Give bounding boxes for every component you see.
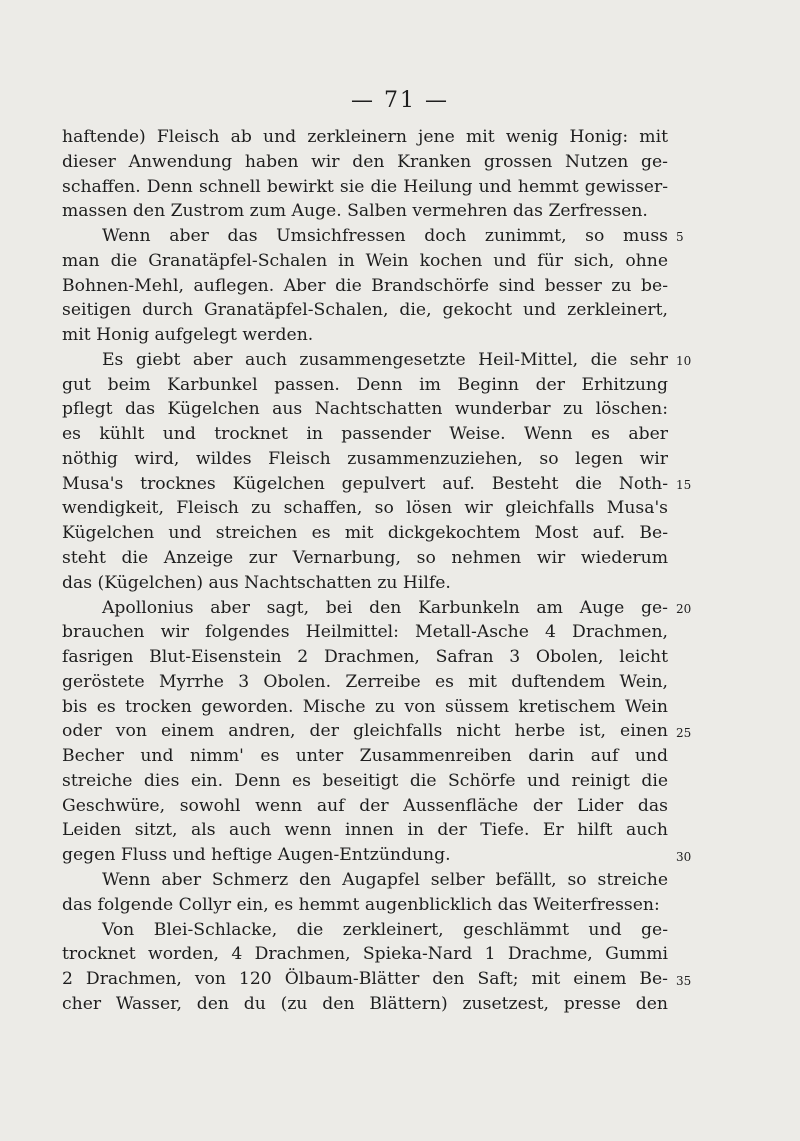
text-line: schaffen. Denn schnell bewirkt sie die Heilung und hemmt gewisser- <box>62 176 668 197</box>
text-line: streiche dies ein. Denn es beseitigt die Schörfe und reinigt die <box>62 770 668 791</box>
text-line: Leiden sitzt, als auch wenn innen in der Tiefe. Er hilft auch <box>62 820 668 841</box>
line-number: 10 <box>676 354 692 369</box>
text-line: Musa's trocknes Kügelchen gepulvert auf. Besteht die Noth- <box>62 473 668 494</box>
text-line: Wenn aber Schmerz den Augapfel selber befällt, so streiche <box>102 869 668 890</box>
text-line: Bohnen-Mehl, auflegen. Aber die Brandschörfe sind besser zu be- <box>62 275 668 296</box>
text-line: das folgende Collyr ein, es hemmt augenblicklich das Weiterfressen: <box>62 894 660 915</box>
text-line: bis es trocken geworden. Mische zu von süssem kretischem Wein <box>62 696 668 717</box>
text-line: Es giebt aber auch zusammengesetzte Heil-Mittel, die sehr <box>102 349 668 370</box>
text-line: trocknet worden, 4 Drachmen, Spieka-Nard 1 Drachme, Gummi <box>62 944 668 965</box>
body-text <box>62 125 668 1017</box>
text-line: gegen Fluss und heftige Augen-Entzündung. <box>62 845 451 866</box>
text-line: man die Granatäpfel-Schalen in Wein kochen und für sich, ohne <box>62 250 668 271</box>
line-number: 25 <box>676 725 692 740</box>
text-line: wendigkeit, Fleisch zu schaffen, so lösen wir gleichfalls Musa's <box>62 498 668 519</box>
text-line: Apollonius aber sagt, bei den Karbunkeln am Auge ge- <box>102 597 668 618</box>
text-line: fasrigen Blut-Eisenstein 2 Drachmen, Safran 3 Obolen, leicht <box>62 647 668 668</box>
text-line: Geschwüre, sowohl wenn auf der Aussenfläche der Lider das <box>62 795 668 816</box>
text-line: brauchen wir folgendes Heilmittel: Metall-Asche 4 Drachmen, <box>62 622 668 643</box>
text-line: oder von einem andren, der gleichfalls nicht herbe ist, einen <box>62 721 668 742</box>
line-number: 15 <box>676 477 692 492</box>
text-line: steht die Anzeige zur Vernarbung, so nehmen wir wiederum <box>62 548 668 569</box>
text-line: dieser Anwendung haben wir den Kranken grossen Nutzen ge- <box>62 151 668 172</box>
text-line: Kügelchen und streichen es mit dickgekochtem Most auf. Be- <box>62 523 668 544</box>
text-line: mit Honig aufgelegt werden. <box>62 325 314 346</box>
text-line: geröstete Myrrhe 3 Obolen. Zerreibe es mit duftendem Wein, <box>62 671 668 692</box>
text-line: haftende) Fleisch ab und zerkleinern jene mit wenig Honig: mit <box>62 127 668 147</box>
line-number: 30 <box>676 849 692 864</box>
text-line: Wenn aber das Umsichfressen doch zunimmt, so muss <box>102 226 668 247</box>
text-line: cher Wasser, den du (zu den Blättern) zusetzest, presse den <box>62 993 668 1014</box>
page-number: — 71 — <box>351 88 449 113</box>
text-line: nöthig wird, wildes Fleisch zusammenzuziehen, so legen wir <box>62 448 668 469</box>
line-number: 35 <box>676 973 692 988</box>
text-line: massen den Zustrom zum Auge. Salben vermehren das Zerfressen. <box>62 201 648 222</box>
line-number: 20 <box>676 601 692 616</box>
text-line: es kühlt und trocknet in passender Weise. Wenn es aber <box>62 424 668 445</box>
text-line: das (Kügelchen) aus Nachtschatten zu Hilfe. <box>62 572 451 593</box>
text-line: 2 Drachmen, von 120 Ölbaum-Blätter den Saft; mit einem Be- <box>62 969 668 990</box>
text-line: pflegt das Kügelchen aus Nachtschatten wunderbar zu löschen: <box>62 399 668 420</box>
line-number: 5 <box>676 230 684 245</box>
text-line: seitigen durch Granatäpfel-Schalen, die, gekocht und zerkleinert, <box>62 300 668 321</box>
text-line: Becher und nimm' es unter Zusammenreiben darin auf und <box>62 746 668 767</box>
text-line: gut beim Karbunkel passen. Denn im Beginn der Erhitzung <box>62 374 668 395</box>
text-line: Von Blei-Schlacke, die zerkleinert, geschlämmt und ge- <box>102 919 668 940</box>
